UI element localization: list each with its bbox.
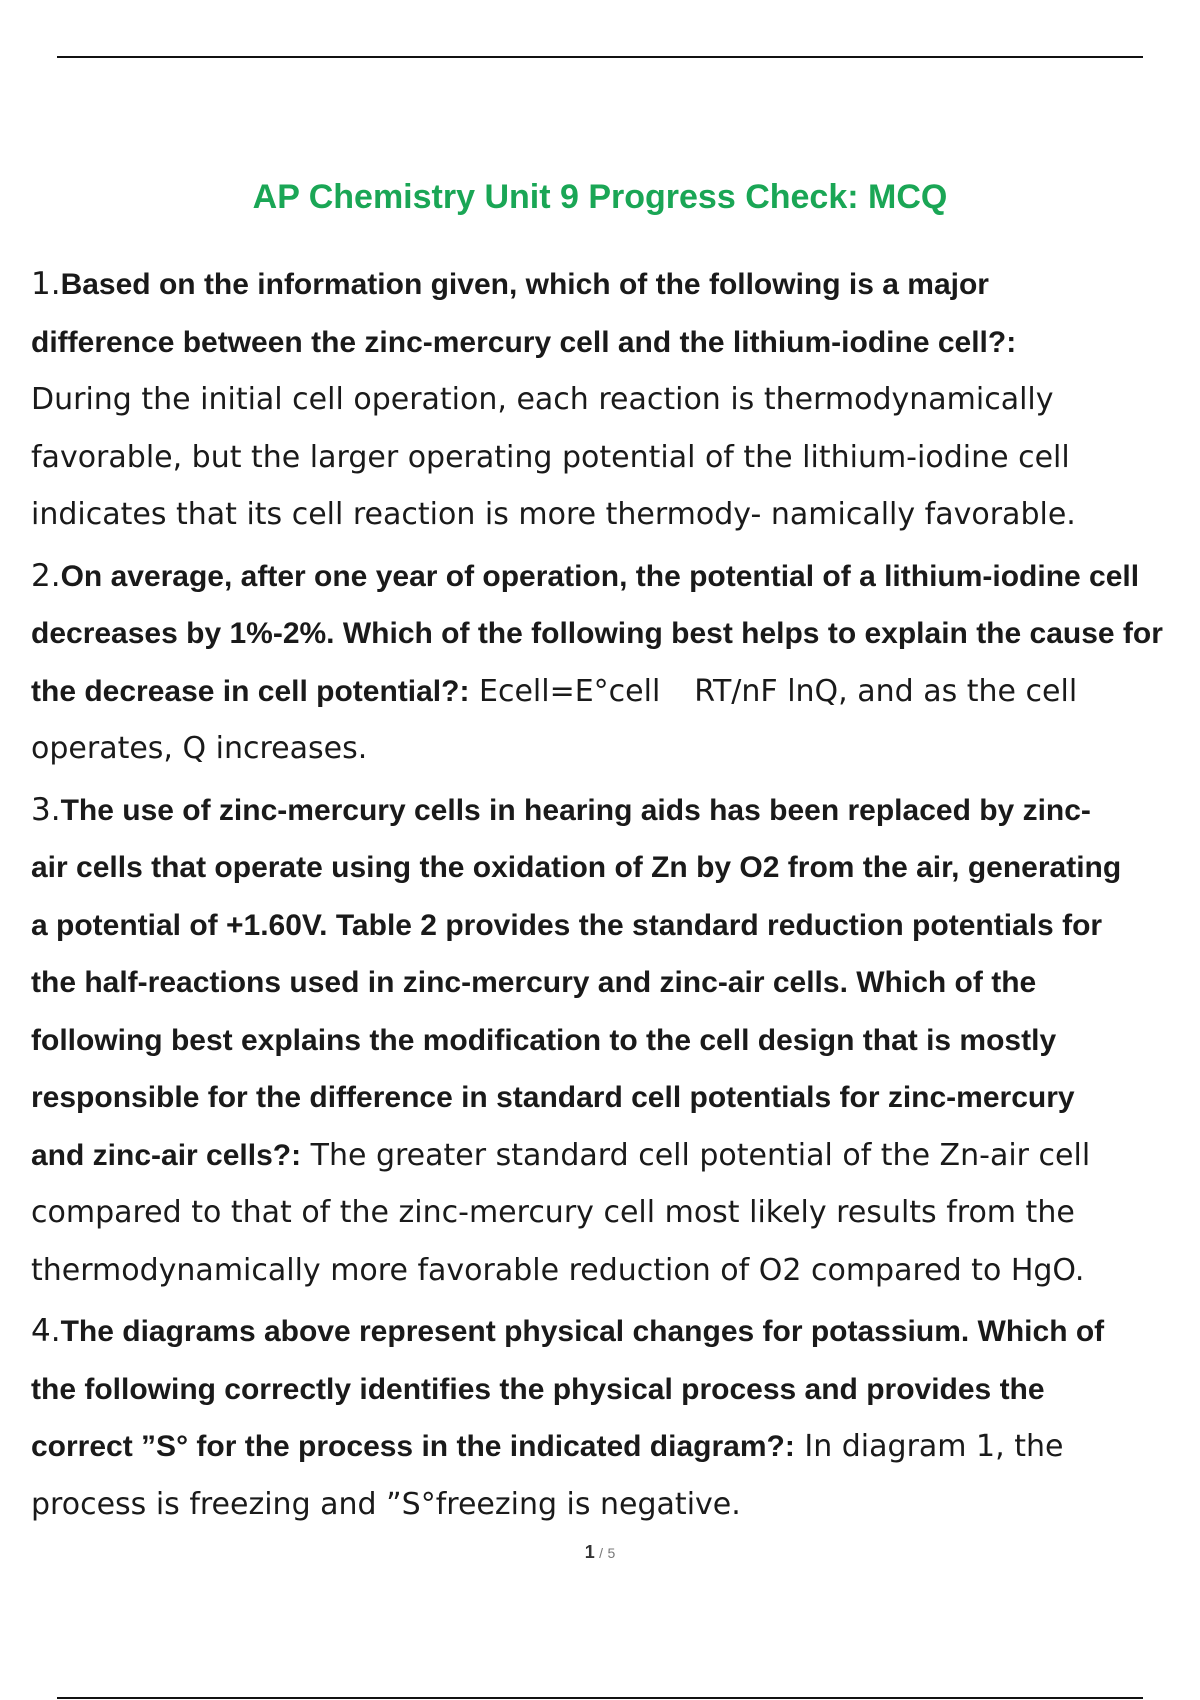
answer-text: indicates that its cell reaction is more thermody- namically favorable. xyxy=(31,497,1076,532)
question-line xyxy=(31,1127,1200,1185)
question-line xyxy=(31,314,1200,372)
question-text: the half-reactions used in zinc-mercury and zinc-air cells. Which of the xyxy=(31,966,1037,999)
page-separator: / xyxy=(599,1545,604,1561)
question-text: the decrease in cell potential?: xyxy=(31,674,470,708)
answer-line xyxy=(31,371,1200,429)
question-line xyxy=(31,548,1200,606)
top-rule xyxy=(57,56,1143,58)
answer-line xyxy=(31,486,1200,544)
question-list xyxy=(31,256,1200,1537)
answer-text: operates, Q increases. xyxy=(31,731,368,766)
question-text: Based on the information given, which of the following is a major xyxy=(60,268,989,301)
question-line xyxy=(31,1418,1200,1476)
answer-text: process is freezing and ”S°freezing is negative. xyxy=(31,1486,741,1522)
question-line xyxy=(31,782,1200,840)
answer-line xyxy=(31,429,1200,487)
answer-text: During the initial cell operation, each reaction is thermodynamically xyxy=(31,382,1054,417)
answer-text: RT/nF lnQ, and as the cell xyxy=(694,673,1078,709)
question-line xyxy=(31,663,1200,721)
question-item xyxy=(31,1303,1200,1533)
question-line xyxy=(31,954,1200,1012)
question-line xyxy=(31,1069,1200,1127)
question-text: responsible for the difference in standard cell potentials for zinc-mercury xyxy=(31,1081,1075,1114)
question-line xyxy=(31,1012,1200,1070)
question-number: 4. xyxy=(31,1313,61,1349)
question-number: 1. xyxy=(31,266,61,302)
question-line xyxy=(31,605,1200,663)
answer-line xyxy=(31,1184,1200,1242)
question-text: and zinc-air cells?: xyxy=(31,1138,302,1172)
page-current: 1 xyxy=(584,1542,595,1562)
answer-line xyxy=(31,1476,1200,1534)
question-text: The diagrams above represent physical changes for potassium. Which of xyxy=(60,1315,1105,1348)
question-text: The use of zinc-mercury cells in hearing aids has been replaced by zinc- xyxy=(60,793,1091,827)
answer-line xyxy=(31,1242,1200,1300)
question-text: a potential of +1.60V. Table 2 provides the standard reduction potentials for xyxy=(31,908,1103,942)
question-line xyxy=(31,897,1200,955)
page-title: AP Chemistry Unit 9 Progress Check: MCQ xyxy=(252,178,948,216)
question-item xyxy=(31,782,1200,1300)
bottom-rule xyxy=(57,1697,1143,1699)
question-number: 2. xyxy=(31,557,61,594)
answer-text: In diagram 1, the xyxy=(794,1429,1064,1464)
answer-text: Ecell=E°cell xyxy=(469,673,661,709)
page-number xyxy=(0,1542,1200,1563)
question-line xyxy=(31,839,1200,897)
question-text: air cells that operate using the oxidation of Zn by O2 from the air, generating xyxy=(31,851,1122,884)
question-text: decreases by 1%-2%. Which of the following best helps to explain the cause for xyxy=(31,617,1163,650)
answer-text: thermodynamically more favorable reduction of O2 compared to HgO. xyxy=(31,1252,1085,1288)
question-text: correct ”S° for the process in the indicated diagram?: xyxy=(31,1430,795,1463)
question-line xyxy=(31,256,1200,314)
question-text: difference between the zinc-mercury cell and the lithium-iodine cell?: xyxy=(31,325,1017,359)
question-number: 3. xyxy=(31,791,61,828)
question-text: the following correctly identifies the physical process and provides the xyxy=(31,1372,1045,1406)
question-item xyxy=(31,256,1200,544)
answer-line xyxy=(31,720,1200,778)
question-text: following best explains the modification to the cell design that is mostly xyxy=(31,1023,1057,1057)
answer-text: compared to that of the zinc-mercury cell most likely results from the xyxy=(31,1195,1075,1230)
question-item xyxy=(31,548,1200,778)
question-line xyxy=(31,1303,1200,1361)
page-total: 5 xyxy=(607,1545,616,1561)
answer-text: favorable, but the larger operating potential of the lithium-iodine cell xyxy=(31,439,1070,475)
question-text: On average, after one year of operation, the potential of a lithium-iodine cell xyxy=(60,559,1140,593)
answer-text: The greater standard cell potential of the Zn-air cell xyxy=(301,1137,1091,1173)
question-line xyxy=(31,1361,1200,1419)
